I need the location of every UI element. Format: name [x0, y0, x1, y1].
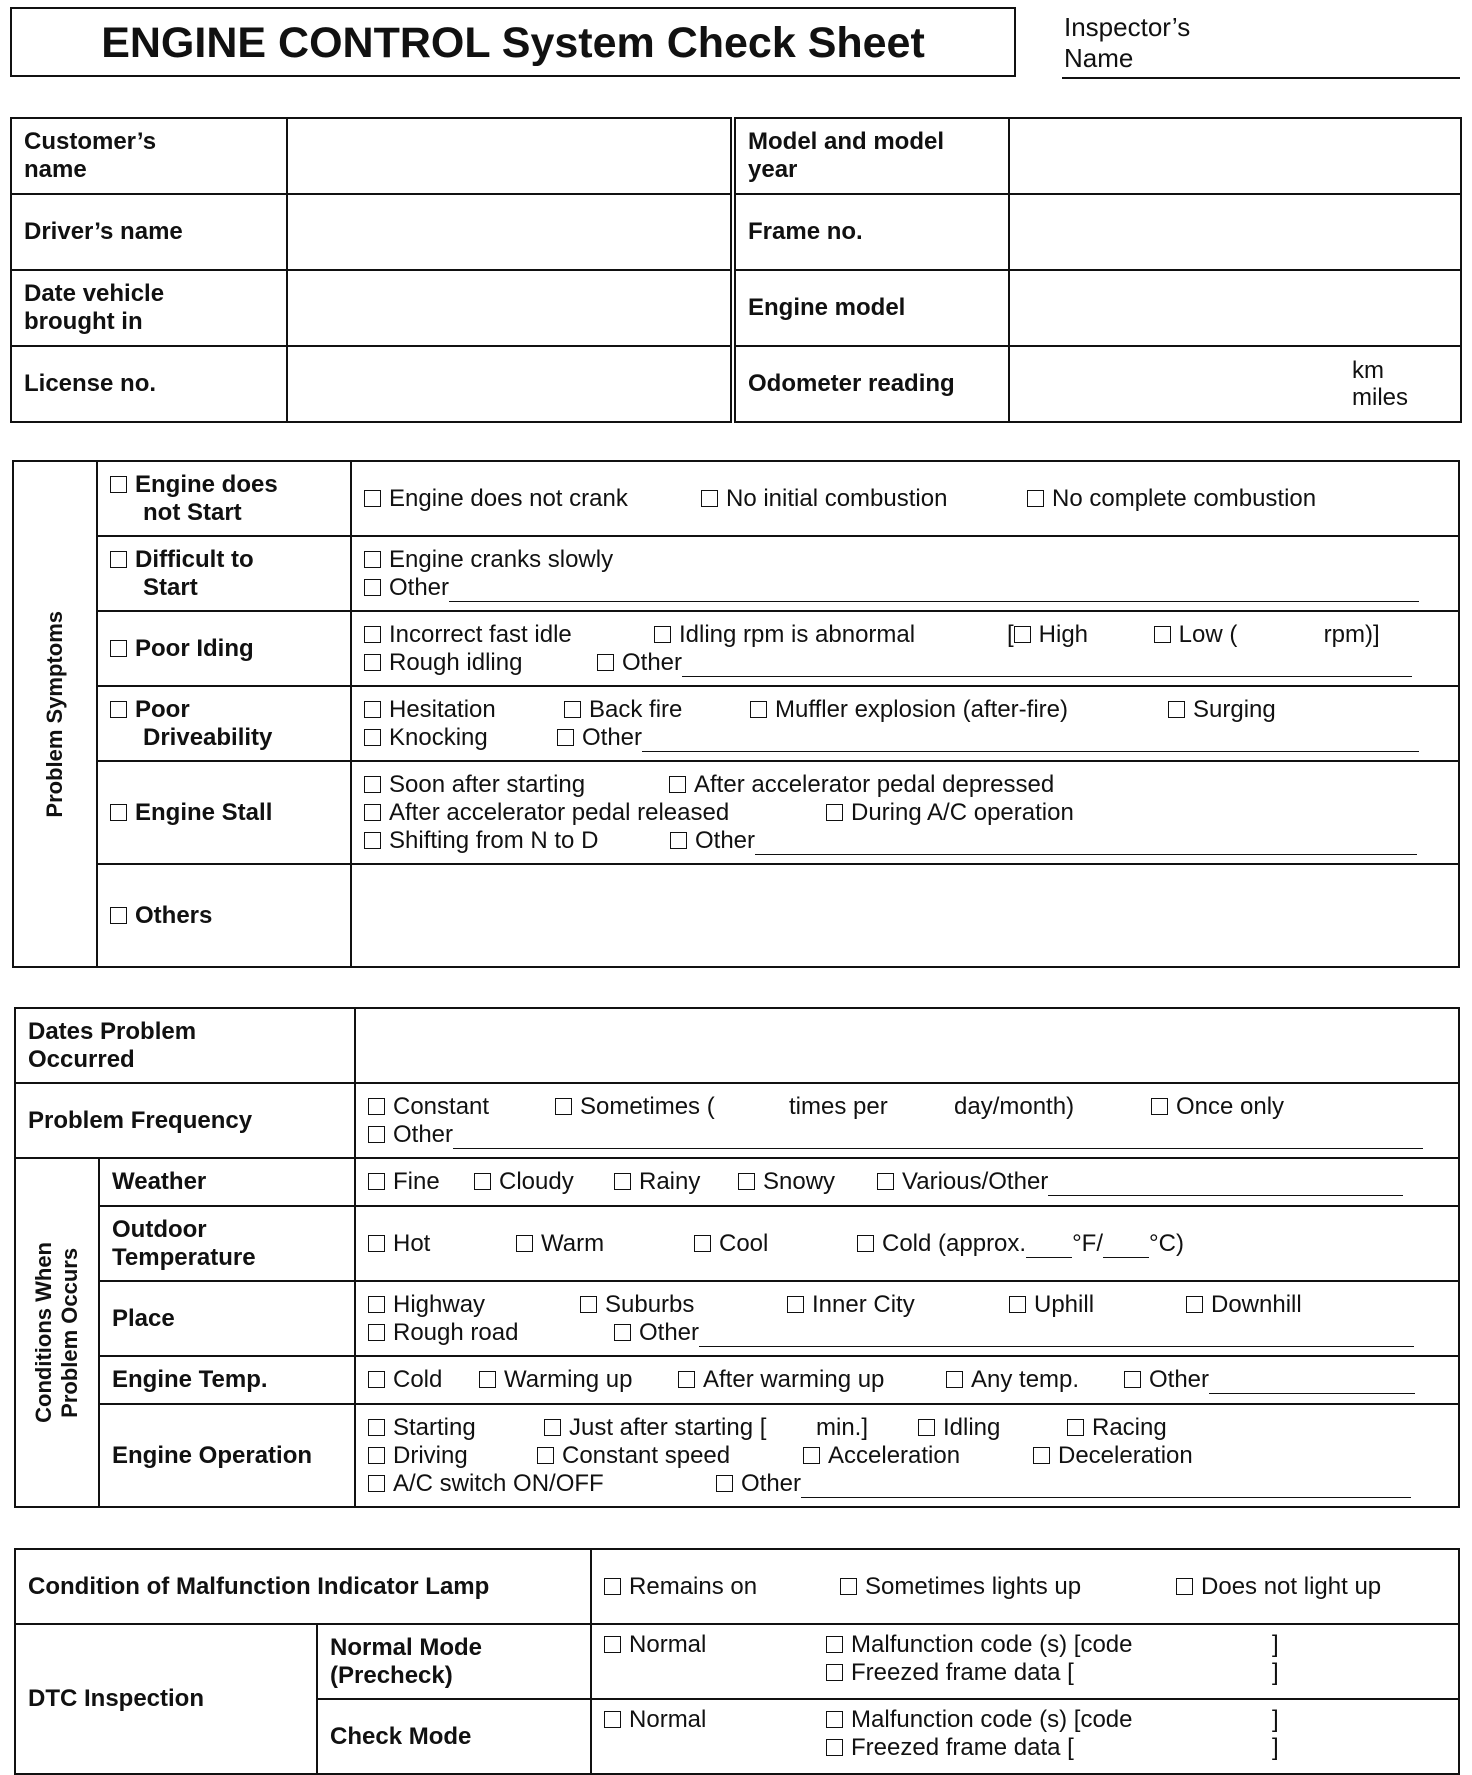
mil-dtc-table	[14, 1548, 1460, 1775]
other-line[interactable]	[755, 834, 1417, 855]
checkbox[interactable]	[474, 1173, 491, 1190]
checkbox[interactable]	[877, 1173, 894, 1190]
date-brought-label: Date vehicle	[24, 280, 165, 307]
poor-idling-label: Poor Iding	[135, 634, 254, 662]
opt-normal: Normal	[629, 1631, 707, 1658]
checkbox[interactable]	[110, 551, 127, 568]
checkbox[interactable]	[368, 1098, 385, 1115]
checkbox[interactable]	[364, 490, 381, 507]
checkbox[interactable]	[368, 1447, 385, 1464]
opt-idling: Idling	[943, 1413, 1001, 1441]
checkbox[interactable]	[604, 1578, 621, 1595]
times-per-label: times per	[789, 1092, 888, 1120]
checkbox[interactable]	[946, 1371, 963, 1388]
opt-idling-abnormal: Idling rpm is abnormal	[679, 620, 916, 648]
opt-other: Other	[622, 648, 683, 676]
mil-label: Condition of Malfunction Indicator Lamp	[15, 1549, 591, 1624]
problem-symptoms-table	[12, 460, 1460, 968]
opt-downhill: Downhill	[1211, 1290, 1302, 1318]
bracket-close: ]	[1272, 1631, 1279, 1658]
opt-no-complete: No complete combustion	[1052, 484, 1317, 512]
date-brought-field[interactable]	[287, 270, 733, 346]
customer-name-field[interactable]	[287, 118, 733, 194]
engine-model-label: Engine model	[733, 270, 1009, 346]
checkbox[interactable]	[738, 1173, 755, 1190]
checkbox[interactable]	[918, 1419, 935, 1436]
engine-temp-label: Engine Temp.	[99, 1356, 355, 1404]
license-label: License no.	[11, 346, 287, 422]
opt-other: Other	[582, 723, 643, 751]
other-line[interactable]	[801, 1477, 1411, 1498]
opt-rough-road: Rough road	[393, 1318, 519, 1346]
opt-constant-speed: Constant speed	[562, 1441, 731, 1469]
checkbox[interactable]	[1033, 1447, 1050, 1464]
opt-cranks-slowly: Engine cranks slowly	[389, 545, 614, 573]
checkbox[interactable]	[364, 579, 381, 596]
opt-uphill: Uphill	[1034, 1290, 1095, 1318]
inspector-label-line2: Name	[1064, 43, 1134, 73]
dtc-inspection-label: DTC Inspection	[15, 1624, 317, 1774]
other-line[interactable]	[1048, 1175, 1403, 1196]
other-line[interactable]	[682, 656, 1412, 677]
checkbox[interactable]	[840, 1578, 857, 1595]
fahrenheit-unit: °F/	[1072, 1229, 1104, 1257]
checkbox[interactable]	[604, 1711, 621, 1728]
opt-low: Low (	[1178, 620, 1238, 648]
opt-cool: Cool	[719, 1229, 769, 1257]
others-label: Others	[135, 901, 213, 929]
checkbox[interactable]	[564, 701, 581, 718]
check-mode-label: Check Mode	[317, 1699, 591, 1774]
checkbox[interactable]	[364, 551, 381, 568]
checkbox[interactable]	[368, 1296, 385, 1313]
customer-name-label-2: name	[24, 156, 87, 183]
checkbox[interactable]	[1124, 1371, 1141, 1388]
opt-knocking: Knocking	[389, 723, 488, 751]
dates-occurred-label: Dates Problem	[28, 1017, 197, 1045]
opt-cold-approx: Cold (approx.	[882, 1229, 1027, 1257]
checkbox[interactable]	[1014, 626, 1031, 643]
rpm-label: rpm)]	[1323, 620, 1380, 648]
opt-once-only: Once only	[1176, 1092, 1285, 1120]
opt-starting: Starting	[393, 1413, 476, 1441]
opt-malfunction-code: Malfunction code (s) [code	[851, 1706, 1133, 1733]
opt-back-fire: Back fire	[589, 695, 683, 723]
opt-acceleration: Acceleration	[828, 1441, 961, 1469]
problem-symptoms-label: Problem Symptoms	[42, 610, 67, 818]
checkbox[interactable]	[826, 1711, 843, 1728]
engine-not-start-label-2: not Start	[143, 498, 242, 526]
checkbox[interactable]	[694, 1235, 711, 1252]
inspector-label	[1064, 12, 1190, 74]
unit-miles: miles	[1352, 384, 1409, 411]
opt-inner-city: Inner City	[812, 1290, 915, 1318]
opt-soon-after-starting: Soon after starting	[389, 770, 586, 798]
outdoor-temp-label-2: Temperature	[112, 1243, 256, 1271]
opt-highway: Highway	[393, 1290, 486, 1318]
frequency-label: Problem Frequency	[15, 1083, 355, 1158]
opt-racing: Racing	[1092, 1413, 1167, 1441]
checkbox[interactable]	[364, 701, 381, 718]
checkbox[interactable]	[614, 1324, 631, 1341]
checkbox[interactable]	[1009, 1296, 1026, 1313]
checkbox[interactable]	[826, 1739, 843, 1756]
conditions-side-label-2: Problem Occurs	[57, 1247, 82, 1418]
checkbox[interactable]	[614, 1173, 631, 1190]
checkbox[interactable]	[857, 1235, 874, 1252]
checkbox[interactable]	[368, 1126, 385, 1143]
bracket-close: ]	[1272, 1734, 1279, 1761]
opt-rainy: Rainy	[639, 1168, 701, 1195]
checkbox[interactable]	[826, 1636, 843, 1653]
conditions-side-label-1: Conditions When	[31, 1242, 56, 1423]
opt-freeze-frame: Freezed frame data [	[851, 1734, 1074, 1761]
bracket-close: ]	[1272, 1706, 1279, 1733]
opt-pedal-released: After accelerator pedal released	[389, 798, 730, 826]
opt-cloudy: Cloudy	[499, 1168, 574, 1195]
model-year-label-2: year	[748, 156, 798, 183]
opt-after-warming-up: After warming up	[703, 1366, 885, 1393]
opt-fine: Fine	[393, 1168, 440, 1195]
other-line[interactable]	[699, 1326, 1414, 1347]
normal-mode-label: Normal Mode	[330, 1633, 483, 1661]
driver-name-label: Driver’s name	[11, 194, 287, 270]
checkbox[interactable]	[557, 729, 574, 746]
opt-ac-operation: During A/C operation	[851, 798, 1074, 826]
checkbox[interactable]	[1168, 701, 1185, 718]
checkbox[interactable]	[368, 1324, 385, 1341]
other-line[interactable]	[453, 1128, 1423, 1149]
checkbox[interactable]	[803, 1447, 820, 1464]
opt-other: Other	[639, 1318, 700, 1346]
opt-fast-idle: Incorrect fast idle	[389, 620, 572, 648]
opt-snowy: Snowy	[763, 1168, 836, 1195]
others-field[interactable]	[351, 864, 1459, 967]
bracket-close: ]	[1272, 1659, 1279, 1686]
checkbox[interactable]	[110, 640, 127, 657]
dates-occurred-field[interactable]	[355, 1008, 1459, 1083]
checkbox[interactable]	[479, 1371, 496, 1388]
checkbox[interactable]	[110, 701, 127, 718]
checkbox[interactable]	[701, 490, 718, 507]
checkbox[interactable]	[368, 1475, 385, 1492]
model-year-label: Model and model	[748, 128, 945, 155]
checkbox[interactable]	[368, 1235, 385, 1252]
difficult-start-label: Difficult to	[135, 545, 254, 573]
checkbox[interactable]	[364, 776, 381, 793]
checkbox[interactable]	[654, 626, 671, 643]
other-line[interactable]	[1209, 1373, 1415, 1394]
checkbox[interactable]	[364, 729, 381, 746]
poor-driveability-label: Poor	[135, 695, 190, 723]
checkbox[interactable]	[368, 1173, 385, 1190]
checkbox[interactable]	[544, 1419, 561, 1436]
opt-cold: Cold	[393, 1366, 443, 1393]
opt-other: Other	[695, 826, 756, 854]
checkbox[interactable]	[368, 1419, 385, 1436]
opt-normal: Normal	[629, 1706, 707, 1733]
checkbox[interactable]	[110, 476, 127, 493]
day-month-label: day/month)	[954, 1092, 1075, 1120]
opt-sometimes: Sometimes (	[580, 1092, 715, 1120]
opt-surging: Surging	[1193, 695, 1276, 723]
celsius-unit: °C)	[1149, 1229, 1184, 1257]
opt-rough-idling: Rough idling	[389, 648, 523, 676]
opt-other: Other	[389, 573, 450, 601]
engine-model-field[interactable]	[1009, 270, 1461, 346]
engine-stall-label: Engine Stall	[135, 798, 273, 826]
checkbox[interactable]	[364, 654, 381, 671]
outdoor-temp-label: Outdoor	[112, 1215, 207, 1243]
frame-no-label: Frame no.	[733, 194, 1009, 270]
checkbox[interactable]	[364, 626, 381, 643]
license-field[interactable]	[287, 346, 733, 422]
opt-just-after-starting: Just after starting [	[569, 1413, 767, 1441]
place-label: Place	[99, 1281, 355, 1356]
checkbox[interactable]	[110, 907, 127, 924]
odometer-field[interactable]	[1009, 346, 1461, 422]
checkbox[interactable]	[368, 1371, 385, 1388]
conditions-table	[14, 1007, 1460, 1508]
checkbox[interactable]	[555, 1098, 572, 1115]
opt-no-crank: Engine does not crank	[389, 484, 628, 512]
opt-hesitation: Hesitation	[389, 695, 496, 723]
opt-high: High	[1038, 620, 1089, 648]
inspector-name-line[interactable]	[1062, 77, 1460, 79]
model-year-field[interactable]	[1009, 118, 1461, 194]
checkbox[interactable]	[1067, 1419, 1084, 1436]
conditions-side-label	[31, 1242, 83, 1423]
poor-driveability-label-2: Driveability	[143, 723, 273, 751]
driver-name-field[interactable]	[287, 194, 733, 270]
bracket-open: [	[1007, 620, 1014, 648]
checkbox[interactable]	[716, 1475, 733, 1492]
checkbox[interactable]	[364, 804, 381, 821]
opt-sometimes-lights: Sometimes lights up	[865, 1572, 1082, 1600]
opt-muffler: Muffler explosion (after-fire)	[775, 695, 1068, 723]
opt-other: Other	[393, 1120, 454, 1148]
engine-not-start-label: Engine does	[135, 470, 278, 498]
inspector-label-line1: Inspector’s	[1064, 12, 1191, 42]
opt-shifting: Shifting from N to D	[389, 826, 599, 854]
min-label: min.]	[816, 1413, 869, 1441]
checkbox[interactable]	[750, 701, 767, 718]
checkbox[interactable]	[364, 832, 381, 849]
checkbox[interactable]	[787, 1296, 804, 1313]
checkbox[interactable]	[1176, 1578, 1193, 1595]
checkbox[interactable]	[516, 1235, 533, 1252]
weather-label: Weather	[99, 1158, 355, 1206]
opt-other: Other	[741, 1469, 802, 1497]
opt-malfunction-code: Malfunction code (s) [code	[851, 1631, 1133, 1658]
other-line[interactable]	[642, 731, 1419, 752]
unit-km: km	[1352, 357, 1384, 384]
dates-occurred-label-2: Occurred	[28, 1045, 135, 1073]
checkbox[interactable]	[1186, 1296, 1203, 1313]
opt-driving: Driving	[393, 1441, 468, 1469]
checkbox[interactable]	[1151, 1098, 1168, 1115]
frame-no-field[interactable]	[1009, 194, 1461, 270]
checkbox[interactable]	[1027, 490, 1044, 507]
opt-hot: Hot	[393, 1229, 431, 1257]
checkbox[interactable]	[678, 1371, 695, 1388]
opt-remains-on: Remains on	[629, 1572, 758, 1600]
opt-freeze-frame: Freezed frame data [	[851, 1659, 1074, 1686]
opt-suburbs: Suburbs	[605, 1290, 695, 1318]
opt-constant: Constant	[393, 1092, 490, 1120]
opt-ac-switch: A/C switch ON/OFF	[393, 1469, 604, 1497]
page-title: ENGINE CONTROL System Check Sheet	[101, 19, 925, 67]
opt-warming-up: Warming up	[504, 1366, 633, 1393]
difficult-start-label-2: Start	[143, 573, 198, 601]
checkbox[interactable]	[1154, 626, 1171, 643]
customer-name-label: Customer’s	[24, 128, 157, 155]
checkbox[interactable]	[669, 776, 686, 793]
opt-other: Other	[1149, 1366, 1210, 1393]
fahrenheit-line[interactable]	[1026, 1237, 1072, 1258]
opt-deceleration: Deceleration	[1058, 1441, 1193, 1469]
opt-pedal-depressed: After accelerator pedal depressed	[694, 770, 1055, 798]
opt-any-temp: Any temp.	[971, 1366, 1080, 1393]
date-brought-label-2: brought in	[24, 308, 143, 335]
checkbox[interactable]	[826, 1664, 843, 1681]
checkbox[interactable]	[604, 1636, 621, 1653]
checkbox[interactable]	[537, 1447, 554, 1464]
checkbox[interactable]	[826, 804, 843, 821]
opt-various-other: Various/Other	[902, 1168, 1049, 1195]
checkbox[interactable]	[670, 832, 687, 849]
checkbox[interactable]	[597, 654, 614, 671]
odometer-label: Odometer reading	[733, 346, 1009, 422]
checkbox[interactable]	[110, 804, 127, 821]
opt-warm: Warm	[541, 1229, 605, 1257]
title-box	[10, 7, 1016, 77]
other-line[interactable]	[449, 581, 1419, 602]
opt-no-initial: No initial combustion	[726, 484, 948, 512]
engine-operation-label: Engine Operation	[99, 1404, 355, 1507]
vehicle-info-table	[10, 117, 1462, 423]
checkbox[interactable]	[580, 1296, 597, 1313]
normal-mode-label-2: (Precheck)	[330, 1661, 453, 1689]
celsius-line[interactable]	[1103, 1237, 1149, 1258]
opt-not-light: Does not light up	[1201, 1572, 1382, 1600]
